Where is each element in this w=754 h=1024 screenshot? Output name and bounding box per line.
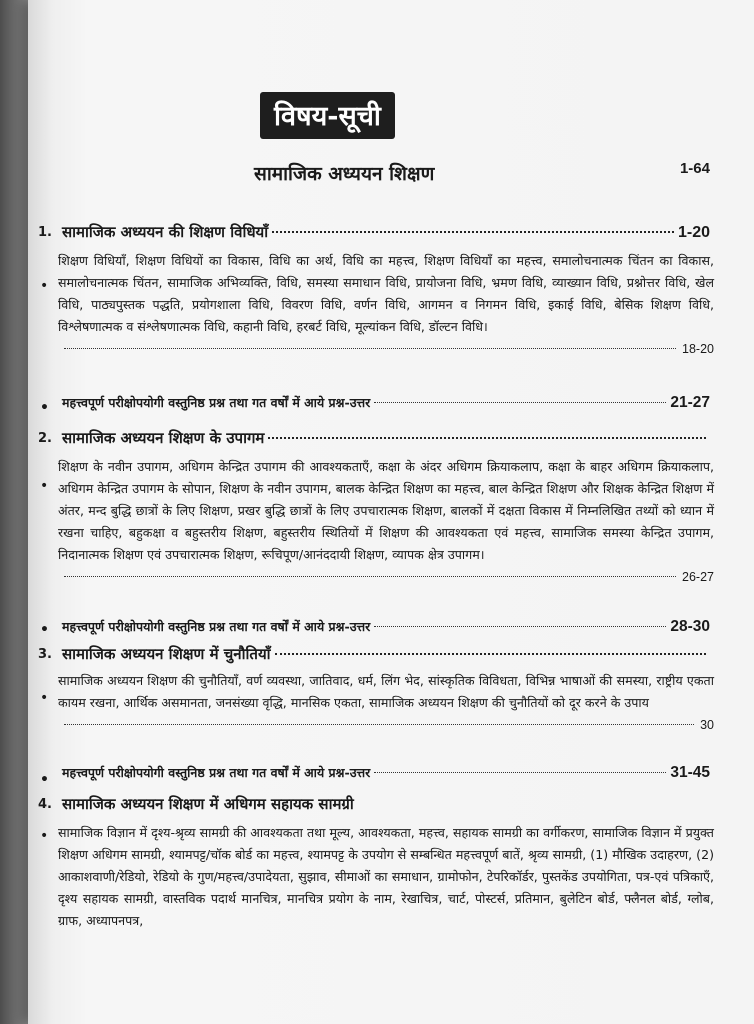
qa-title: महत्त्वपूर्ण परीक्षोपयोगी वस्तुनिष्ठ प्रश्न तथा गत वर्षों में आये प्रश्न-उत्तर (62, 765, 371, 780)
topics-page-line (58, 338, 714, 360)
topics-page-line (58, 566, 714, 588)
document-page (28, 0, 754, 1024)
dot-leader (272, 231, 674, 233)
section-heading (62, 428, 710, 448)
dot-leader (64, 576, 676, 577)
section-heading (62, 222, 710, 242)
dot-leader (268, 437, 706, 439)
qa-entry (62, 394, 710, 412)
qa-page-range: 31-45 (670, 764, 710, 781)
section-topics-text: सामाजिक अध्ययन शिक्षण की चुनौतियाँ, वर्ण व्यवस्था, जातिवाद, धर्म, लिंग भेद, सांस्कृतिक विविधता, विभिन्न भाषाओं की समस्या, राष्ट्रीय एकता कायम रखना, आर्थिक असमानता, जनसंख्या वृद्धि, मानसिक एकता, सामाजिक अध्ययन शिक्षण की चुनौतियों को दूर करने के उपाय (58, 673, 714, 710)
section-title: सामाजिक अध्ययन शिक्षण के उपागम (62, 429, 265, 447)
section-page-range: 1-20 (677, 224, 710, 241)
section-topics (58, 822, 714, 932)
qa-entry (62, 618, 710, 636)
section-topics (58, 670, 714, 736)
bullet-icon: • (40, 278, 49, 294)
dot-leader (64, 348, 676, 349)
section-number: 1. (38, 225, 52, 240)
section-heading (62, 644, 710, 664)
bullet-icon: • (40, 400, 49, 416)
section-topics-text: सामाजिक विज्ञान में दृश्य-श्रृव्य सामग्री की आवश्यकता तथा मूल्य, आवश्यकता, महत्त्व, सहायक सामग्री का वर्गीकरण, सामाजिक विज्ञान में प्रयुक्त शिक्षण अधिगम सामग्री, श्यामपट्ट/चॉक बोर्ड का महत्त्व, श्यामपट्ट के उपयोग से सम्बन्धित महत्त्वपूर्ण बातें, श्रृव्य सामग्री, (1) मौखिक उदाहरण, (2) आकाशवाणी/रेडियो, रेडियो के गुण/महत्त्व/उपादेयता, सुझाव, सीमाओं का समाधान, ग्रामोफोन, टेपरिकॉर्डर, पुस्तकेंड उपयोगिता, पत्र-एवं पत्रिकाएँ, दृश्य सहायक सामग्री, वास्तविक पदार्थ मानचित्र, मानचित्र प्रयोग के नाम, रेखाचित्र, चार्ट, पोस्टर्स, प्रतिमान, बुलेटिन बोर्ड, फ्लैनल बोर्ड, ग्लोब, ग्राफ, अध्यापनपत्र, (58, 825, 714, 928)
dot-leader (374, 772, 666, 773)
topics-page-range: 26-27 (682, 570, 714, 584)
topics-page-line (58, 714, 714, 736)
bullet-icon: • (40, 478, 49, 494)
dot-leader (64, 724, 694, 725)
topics-page-range: 30 (700, 718, 714, 732)
section-title: सामाजिक अध्ययन की शिक्षण विधियाँ (62, 223, 269, 241)
section-topics-text: शिक्षण के नवीन उपागम, अधिगम केन्द्रित उपागम की आवश्यकताएँ, कक्षा के अंदर अधिगम क्रियाकलाप, कक्षा के बाहर अधिगम क्रियाकलाप, अधिगम केन्द्रित उपागम के सोपान, शिक्षण के नवीन उपागम, बालक केन्द्रित शिक्षण का महत्त्व, बाल केन्द्रित शिक्षण और शिक्षक केन्द्रित शिक्षण में अंतर, मन्द बुद्धि छात्रों के लिए शिक्षण, प्रखर बुद्धि छात्रों के लिए उपचारात्मक शिक्षण, बालकों में दक्षता विकास में निम्नलिखित तथ्यों को ध्यान में रखना चाहिए, बहुकक्षा व बहुस्तरीय शिक्षण, बहुस्तरीय स्थितियों में शिक्षण की आवश्यकता एवं महत्त्व, सामाजिक समस्या केन्द्रित उपागम, निदानात्मक शिक्षण एवं उपचारात्मक शिक्षण, रूचिपूण/आनंददायी शिक्षण, व्यापक क्षेत्र उपागम। (58, 459, 714, 562)
qa-page-range: 28-30 (670, 618, 710, 635)
section-topics-text: शिक्षण विधियाँ, शिक्षण विधियों का विकास, विधि का अर्थ, विधि का महत्त्व, शिक्षण विधियाँ का महत्त्व, समालोचनात्मक चिंतन का विकास, समालोचनात्मक चिंतन, सामाजिक अभिव्यक्ति, विधि, समस्या समाधान विधि, प्रायोजना विधि, भ्रमण विधि, व्याख्यान विधि, प्रश्नोत्तर विधि, खेल विधि, पाठ्यपुस्तक पद्धति, प्रयोगशाला विधि, विवरण विधि, वर्णन विधि, आगमन व निगमन विधि, इकाई विधि, बेसिक शिक्षण विधि, विश्लेषणात्मक व संश्लेषणात्मक विधि, कहानी विधि, हरबर्ट विधि, मूल्यांकन विधि, डॉल्टन विधि। (58, 253, 714, 334)
book-spine-shadow (0, 0, 28, 1024)
dot-leader (374, 626, 666, 627)
section-number: 3. (38, 647, 52, 662)
dot-leader (275, 653, 706, 655)
qa-title: महत्त्वपूर्ण परीक्षोपयोगी वस्तुनिष्ठ प्रश्न तथा गत वर्षों में आये प्रश्न-उत्तर (62, 619, 371, 634)
dot-leader (374, 402, 666, 403)
qa-entry (62, 764, 710, 782)
topics-page-range: 18-20 (682, 342, 714, 356)
section-number: 2. (38, 431, 52, 446)
section-title: सामाजिक अध्ययन शिक्षण में चुनौतियाँ (62, 645, 271, 663)
qa-title: महत्त्वपूर्ण परीक्षोपयोगी वस्तुनिष्ठ प्रश्न तथा गत वर्षों में आये प्रश्न-उत्तर (62, 395, 371, 410)
bullet-icon: • (40, 772, 49, 788)
section-number: 4. (38, 797, 52, 812)
section-topics (58, 456, 714, 588)
subject-title: सामाजिक अध्ययन शिक्षण (254, 163, 435, 185)
bullet-icon: • (40, 690, 49, 706)
subject-page-range: 1-64 (679, 160, 710, 177)
section-heading (62, 794, 710, 814)
bullet-icon: • (40, 828, 49, 844)
page-heading: विषय-सूची (260, 92, 395, 139)
section-title: सामाजिक अध्ययन शिक्षण में अधिगम सहायक सामग्री (62, 795, 354, 813)
bullet-icon: • (40, 622, 49, 638)
qa-page-range: 21-27 (670, 394, 710, 411)
section-topics (58, 250, 714, 360)
